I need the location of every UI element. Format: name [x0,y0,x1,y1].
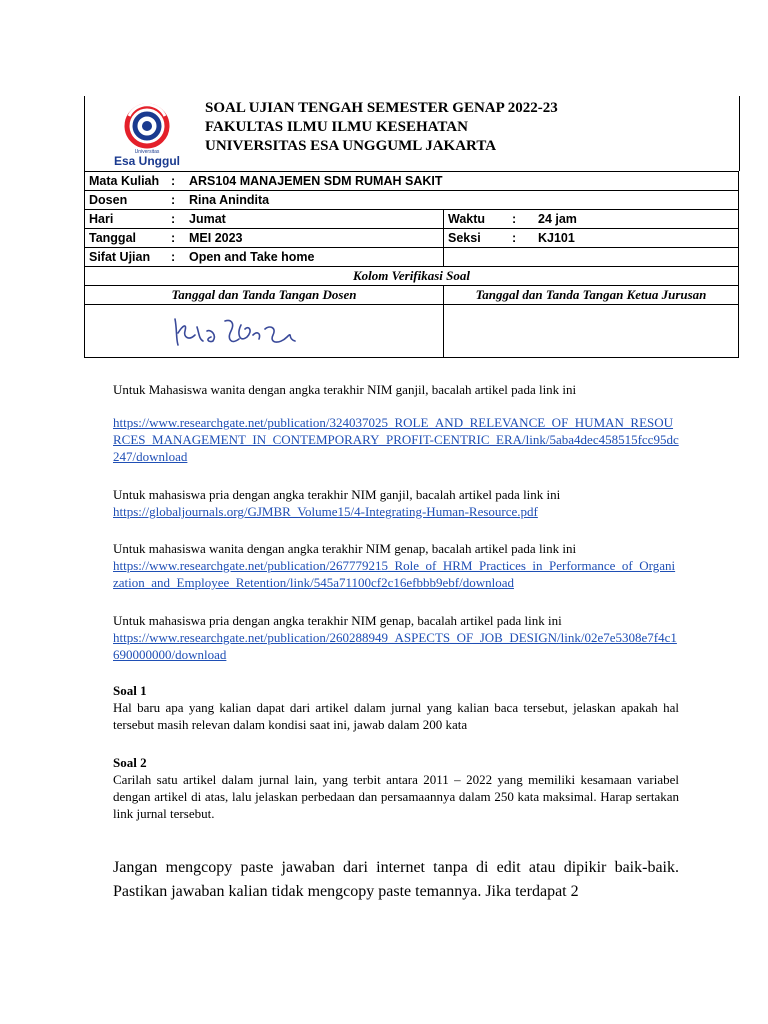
instruction-4 [113,612,679,663]
dosen-signature-cell [85,305,444,358]
label-tanggal: Tanggal [85,229,172,248]
logo-name-text: Esa Unggul [113,154,181,168]
signature-row [85,305,739,358]
article-link-1[interactable]: https://www.researchgate.net/publication/324037025_ROLE_AND_RELEVANCE_OF_HUMAN_RESOURCES_MANAGEMENT_IN_CONTEMPORARY_PROFIT-CENTRIC_ERA/link/5aba4dec458515fcc95dc247/download [113,415,679,464]
instruction-text: Untuk mahasiswa pria dengan angka terakhir NIM ganjil, bacalah artikel pada link ini [113,487,561,502]
label-seksi: Seksi [444,229,513,248]
value-dosen: Rina Anindita [185,191,739,210]
value-tanggal: MEI 2023 [185,229,444,248]
label-sifat-ujian: Sifat Ujian [85,248,172,267]
exam-title: SOAL UJIAN TENGAH SEMESTER GENAP 2022-23 [205,100,558,116]
row-mata-kuliah: Mata Kuliah : ARS104 MANAJEMEN SDM RUMAH SAKIT [85,172,739,191]
instruction-text: Untuk mahasiswa pria dengan angka terakhir NIM genap, bacalah artikel pada link ini [113,613,562,628]
soal-1 [113,682,679,733]
instruction-1 [113,381,679,398]
value-seksi: KJ101 [534,229,739,248]
value-mata-kuliah: ARS104 MANAJEMEN SDM RUMAH SAKIT [185,172,739,191]
label-waktu: Waktu [444,210,513,229]
value-hari: Jumat [185,210,444,229]
label-dosen: Dosen [85,191,172,210]
document-header [84,96,740,171]
row-hari: Hari : Jumat Waktu : 24 jam [85,210,739,229]
label-hari: Hari [85,210,172,229]
soal-2-text: Carilah satu artikel dalam jurnal lain, yang terbit antara 2011 – 2022 yang memiliki kesamaan variabel dengan artikel di atas, lalu jelaskan perbedaan dan persamaannya dalam 250 kata maksimal. Harap sertakan link jurnal tersebut. [113,772,679,821]
soal-2 [113,754,679,822]
row-sifat-ujian: Sifat Ujian : Open and Take home [85,248,739,267]
row-tanggal: Tanggal : MEI 2023 Seksi : KJ101 [85,229,739,248]
soal-2-title: Soal 2 [113,755,147,770]
ketua-signature-cell [444,305,739,358]
soal-1-text: Hal baru apa yang kalian dapat dari artikel dalam jurnal yang kalian baca tersebut, jelaskan apakah hal tersebut masih relevan dalam kondisi saat ini, jawab dalam 200 kata [113,700,679,732]
university-title: UNIVERSITAS ESA UNGGUML JAKARTA [205,138,497,154]
article-link-3[interactable]: https://www.researchgate.net/publication/267779215_Role_of_HRM_Practices_in_Performance_of_Organization_and_Employee_Retention/link/545a71100cf2c16efbbb9ebf/download [113,558,676,590]
soal-1-title: Soal 1 [113,683,147,698]
verification-header-row [85,286,739,305]
value-waktu: 24 jam [534,210,739,229]
row-dosen: Dosen : Rina Anindita [85,191,739,210]
value-sifat-ujian: Open and Take home [185,248,444,267]
closing-note: Jangan mengcopy paste jawaban dari internet tanpa di edit atau dipikir baik-baik. Pastikan jawaban kalian tidak mengcopy paste temannya. Jika terdapat 2 [113,859,679,900]
verification-col-dosen: Tanggal dan Tanda Tangan Dosen [85,286,444,305]
label-mata-kuliah: Mata Kuliah [85,172,172,191]
article-link-4[interactable]: https://www.researchgate.net/publication/260288949_ASPECTS_OF_JOB_DESIGN/link/02e7e5308e7f4c1690000000/download [113,630,677,662]
instruction-text: Untuk mahasiswa wanita dengan angka terakhir NIM genap, bacalah artikel pada link ini [113,541,577,556]
lecturer-signature [169,311,319,351]
verification-title: Kolom Verifikasi Soal [85,267,739,286]
article-link-2[interactable]: https://globaljournals.org/GJMBR_Volume15/4-Integrating-Human-Resource.pdf [113,504,538,519]
instruction-text: Untuk Mahasiswa wanita dengan angka terakhir NIM ganjil, bacalah artikel pada link ini [113,382,577,397]
faculty-title: FAKULTAS ILMU ILMU KESEHATAN [205,119,468,135]
exam-info-table [84,171,739,358]
instruction-2 [113,486,679,520]
esa-unggul-logo [107,102,187,168]
instruction-3 [113,540,679,591]
logo-small-text: Universitas [134,149,160,155]
verification-col-ketua: Tanggal dan Tanda Tangan Ketua Jurusan [444,286,739,305]
header-title [205,99,558,156]
